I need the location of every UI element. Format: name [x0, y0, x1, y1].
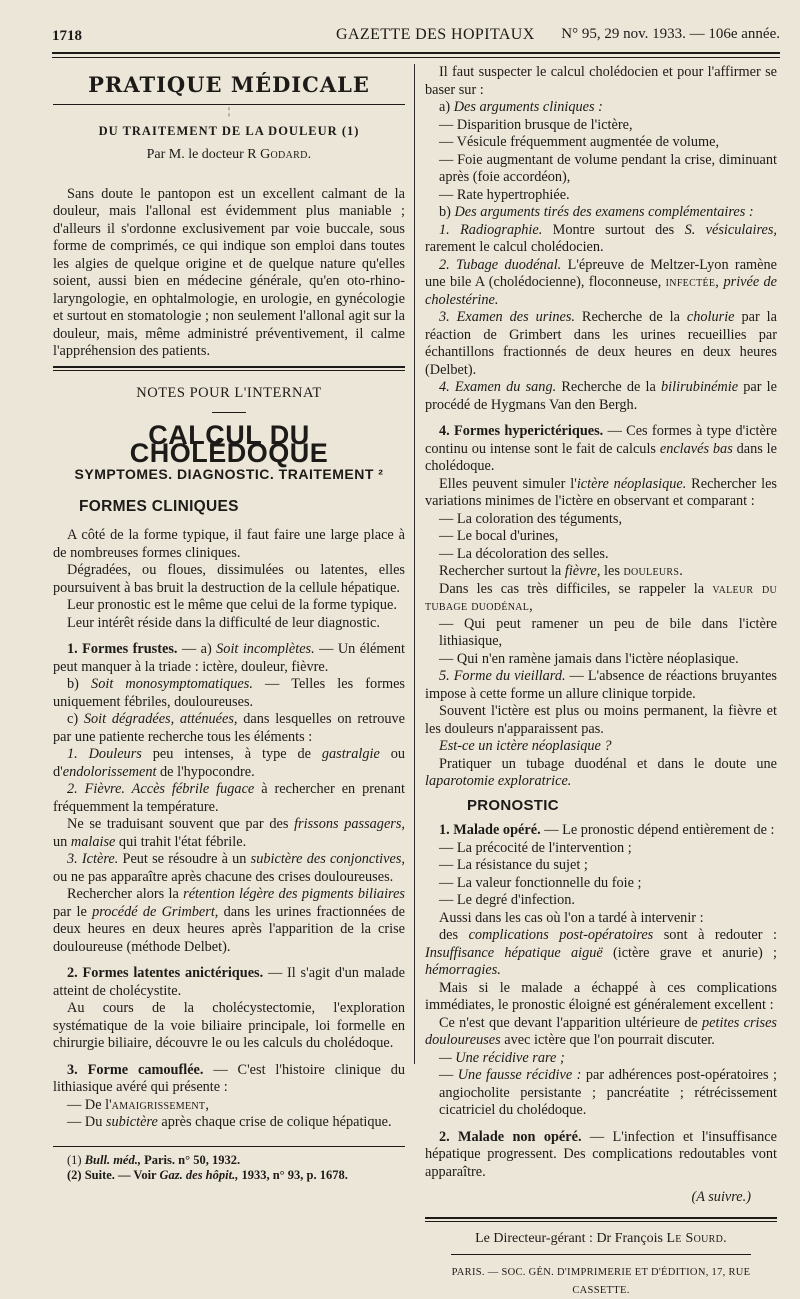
text: Rechercher alors la: [67, 886, 184, 902]
paragraph: Dégradées, ou floues, dissimulées ou latentes, elles poursuivent à bas bruit la destruction de la cellule hépatique.: [53, 562, 405, 596]
text: cholurie: [686, 309, 735, 325]
label: 2. Formes latentes anictériques.: [67, 965, 264, 981]
text: 3. Examen des urines.: [439, 309, 575, 325]
text: rarement le calcul cholédocien.: [425, 239, 604, 255]
section-title-notes: NOTES POUR L'INTERNAT: [136, 384, 322, 401]
page-number: 1718: [52, 28, 82, 44]
text: — Ces formes à type d'ictère continu ou intense sont le fait de calculs: [425, 423, 777, 457]
text: ictère néoplasique.: [576, 475, 687, 492]
text: procédé de Grimbert,: [92, 903, 219, 920]
text: malaise: [70, 833, 116, 850]
text: Elles peuvent simuler l': [439, 475, 577, 492]
dash-item: — La décoloration des selles.: [439, 545, 609, 562]
dash-item: — La valeur fonctionnelle du foie ;: [439, 874, 642, 891]
text: a): [439, 99, 454, 115]
a-suivre: (A suivre.): [691, 1189, 751, 1205]
text: Montre surtout des: [542, 221, 685, 238]
dash-item: — La résistance du sujet ;: [439, 857, 588, 873]
paragraph-formes-hypericteriques: [425, 423, 777, 476]
text: bilirubinémie: [661, 379, 739, 395]
dash-item: — Disparition brusque de l'ictère,: [439, 116, 633, 133]
text: L'épreuve de Meltzer-Lyon ramène une bile A (cholédocienne), floconneuse,: [425, 256, 777, 290]
text: (ictère grave et anurie) ;: [602, 944, 777, 961]
text: — De l': [67, 1096, 112, 1113]
text: sont à redouter :: [653, 927, 777, 943]
footer-rule: [451, 1254, 751, 1255]
text: les: [600, 563, 624, 579]
text: Ce n'est que devant l'apparition ultérieure de: [439, 1014, 703, 1031]
text: subictère des conjonctives,: [250, 851, 405, 867]
text: 4. Examen du sang.: [439, 379, 557, 395]
text: c): [67, 711, 84, 727]
paragraph: Leur pronostic est le même que celui de la forme typique.: [67, 597, 397, 613]
text: (2) Suite. — Voir: [67, 1168, 160, 1182]
text: 5. Forme du vieillard.: [439, 668, 566, 684]
text: — L'infection et l'insuffisance hépatique progressent. Des complications redoutables vont apparaître.: [425, 1128, 777, 1180]
text: Paris. n° 50, 1932.: [140, 1152, 241, 1167]
text: petites crises douloureuses: [425, 1014, 777, 1048]
heading-formes-cliniques: FORMES CLINIQUES: [79, 497, 239, 515]
left-column: [53, 64, 405, 1184]
text: de l'hypocondre.: [156, 763, 255, 780]
text: à rechercher en prenant fréquemment la température.: [53, 781, 405, 815]
author-line: [53, 146, 405, 164]
text: — Du: [67, 1114, 106, 1130]
text: par la réaction de Grimbert dans les urines recueillies par échantillons fractionnés de deux heures en deux heures (Delbet).: [425, 309, 777, 378]
paragraph: [53, 886, 405, 956]
text: 3. Ictère.: [67, 851, 119, 867]
text: 1933, n° 93, p. 1678.: [238, 1168, 348, 1182]
text: rétention légère des pigments biliaires: [183, 886, 405, 902]
text: b): [67, 676, 92, 692]
paragraph: [425, 927, 777, 980]
text: Gaz. des hôpit.,: [159, 1168, 239, 1182]
text: frissons passagers,: [294, 816, 405, 832]
text: fièvre,: [564, 563, 601, 579]
text: peu intenses, à type de: [141, 746, 322, 762]
right-column: [425, 64, 777, 1299]
text: Soit incomplètes.: [216, 641, 315, 657]
text: privée de cholestérine.: [425, 274, 778, 308]
label: 3. Forme camouflée.: [67, 1061, 204, 1078]
directeur-gerant: [425, 1230, 777, 1248]
paragraph: [425, 222, 777, 257]
paragraph: [425, 257, 777, 310]
paragraph: [425, 756, 777, 791]
text: Recherche de la: [574, 309, 687, 325]
text: — L'absence de réactions bruyantes impose à cette forme un allure clinique torpide.: [425, 668, 777, 702]
dash-item: [425, 1067, 777, 1120]
text: b): [439, 204, 455, 220]
footnote-2: [53, 1168, 405, 1184]
article-subtitle: SYMPTOMES. DIAGNOSTIC. TRAITEMENT ²: [74, 466, 384, 482]
footnote-rule: [53, 1146, 405, 1147]
text: laparotomie exploratrice.: [425, 773, 572, 789]
dash-item: — Le degré d'infection.: [439, 892, 575, 908]
text: Des arguments tirés des examens complémentaires :: [454, 204, 754, 220]
dash-item: — Foie augmentant de volume pendant la crise, diminuant après (foie accordéon),: [439, 151, 777, 185]
text: Soit dégradées, atténuées,: [83, 711, 238, 727]
text: —: [439, 1067, 458, 1083]
imprint-line: PARIS. — SOC. GÉN. D'IMPRIMERIE ET D'ÉDITION, 17, RUE CASSETTE.: [451, 1267, 751, 1296]
text: Des arguments cliniques :: [453, 99, 603, 115]
text: dans le cholédoque.: [425, 440, 777, 474]
text: après chaque crise de colique hépatique.: [157, 1114, 392, 1130]
text: Peut se résoudre à un: [118, 851, 251, 867]
text: par le: [53, 903, 93, 920]
paragraph: [53, 816, 405, 851]
paragraph: A côté de la forme typique, il faut faire une large place à de nombreuses formes cliniques.: [53, 527, 405, 561]
text: Recherche de la: [556, 379, 662, 395]
paragraph-malade-opere: [425, 822, 777, 840]
text: — Il s'agit d'un malade atteint de cholécystite.: [53, 965, 405, 999]
dash-item: [53, 1114, 405, 1132]
author-prefix: Par M. le docteur R: [146, 147, 257, 162]
paragraph: Aussi dans les cas où l'on a tardé à intervenir :: [439, 909, 704, 926]
text: 2. Fièvre. Accès fébrile fugace: [67, 781, 255, 797]
paragraph-formes-latentes: [53, 965, 405, 1000]
label: 4. Formes hyperictériques.: [439, 423, 604, 439]
issue-date: N° 95, 29 nov. 1933. — 106e année.: [561, 26, 780, 42]
text: dans les urines fractionnées de deux heures en deux heures après l'apparition de la crise douloureuse (méthode Delbet).: [53, 903, 405, 955]
dash-item: — Qui peut ramener un peu de bile dans l'ictère lithiasique,: [439, 615, 777, 649]
text: des: [439, 927, 469, 943]
paragraph: [425, 309, 777, 379]
label: 1. Malade opéré.: [439, 822, 541, 838]
text: Le Directeur-gérant : Dr François: [475, 1230, 667, 1246]
short-rule: [212, 412, 246, 413]
footnote-1: [53, 1153, 405, 1169]
text: par adhérences post-opératoires ; angiocholite persistante ; pancréatite ; rétrécissement cicatriciel du cholédoque.: [439, 1067, 777, 1118]
double-rule: [53, 366, 405, 371]
text: Soit monosymptomatiques.: [91, 676, 253, 692]
paragraph: [425, 563, 777, 581]
header-rule-thick: [52, 52, 780, 54]
text: avec ictère que l'on pourrait discuter.: [500, 1032, 715, 1048]
text: dans lesquelles on retrouve par une patiente recherche tous les éléments :: [53, 711, 405, 745]
text: — a): [177, 641, 217, 657]
dash-item: — Une récidive rare ;: [439, 1049, 565, 1066]
dash-item: [53, 1097, 405, 1115]
text: Pratiquer un tubage duodénal et dans le doute une: [439, 755, 777, 772]
paragraph: [425, 581, 777, 616]
author-name: Godard.: [260, 147, 312, 162]
footer-double-rule: [425, 1217, 777, 1222]
text: ou ne pas apparaître après chacune des crises douloureuses.: [53, 868, 394, 885]
text: douleurs.: [623, 563, 684, 579]
running-head: [52, 26, 780, 48]
text: — Telles les formes uniquement fébriles, douloureuses.: [53, 676, 405, 710]
text: qui trahit l'état fébrile.: [115, 833, 247, 850]
section-title-pratique: PRATIQUE MÉDICALE: [88, 72, 370, 97]
header-rule-thin: [52, 57, 780, 58]
dash-item: — Le bocal d'urines,: [439, 528, 559, 544]
text: (1): [67, 1152, 85, 1167]
paragraph: [53, 746, 405, 781]
paragraph: [425, 204, 777, 222]
text: infectée,: [665, 274, 720, 290]
paragraph: [53, 781, 405, 816]
text: gastralgie: [321, 746, 380, 762]
paragraph-forme-camouflee: [53, 1062, 405, 1097]
text: Est-ce un ictère néoplasique ?: [439, 738, 612, 754]
text: Une fausse récidive :: [457, 1067, 582, 1083]
dash-item: — La coloration des téguments,: [439, 510, 623, 527]
paragraph-formes-frustes: [53, 641, 405, 676]
text: Le Sourd.: [666, 1230, 727, 1246]
journal-title: GAZETTE DES HOPITAUX: [336, 26, 535, 43]
text: — C'est l'histoire clinique du lithiasique avéré qui présente :: [53, 1061, 405, 1095]
paragraph: Au cours de la cholécystectomie, l'exploration systématique de la voie biliaire principale, loi formelle en chirurgie biliaire, découvre le ou les calculs du cholédoque.: [53, 1000, 405, 1051]
paragraph: [53, 676, 405, 711]
text: — Un élément peut manquer à la triade : ictère, douleur, fièvre.: [53, 641, 405, 675]
text: un: [53, 833, 71, 850]
paragraph: [425, 99, 777, 117]
text: Insuffisance hépatique aiguë: [425, 944, 603, 961]
paragraph-malade-non-opere: [425, 1129, 777, 1182]
article-title-calcul: CALCUL DU CHOLÉDOQUE: [129, 420, 329, 468]
dash-item: — La précocité de l'intervention ;: [439, 839, 632, 856]
text: S. vésiculaires,: [684, 221, 777, 238]
paragraph: [425, 379, 777, 414]
paragraph: [425, 738, 777, 756]
paragraph: Il faut suspecter le calcul cholédocien et pour l'affirmer se baser sur :: [425, 64, 777, 98]
label: 2. Malade non opéré.: [439, 1128, 582, 1145]
paragraph: [53, 851, 405, 886]
text: hémorragies.: [425, 962, 501, 978]
paragraph: [425, 1015, 777, 1050]
text: Ne se traduisant souvent que par des: [67, 816, 295, 832]
paragraph: [53, 711, 405, 746]
paragraph: [425, 476, 777, 511]
text: Dans les cas très difficiles, se rappeler la: [439, 580, 713, 597]
paragraph: Leur intérêt réside dans la difficulté de leur diagnostic.: [67, 614, 380, 631]
paragraph: Souvent l'ictère est plus ou moins permanent, la fièvre et les douleurs n'apparaissent pas.: [425, 703, 777, 737]
text: endolorissement: [62, 763, 157, 780]
text: subictère: [105, 1114, 158, 1130]
dash-item: — Rate hypertrophiée.: [439, 186, 570, 203]
column-divider: [414, 64, 415, 1064]
text: 1. Douleurs: [67, 746, 142, 762]
text: complications post-opératoires: [468, 927, 654, 943]
text: Rechercher surtout la: [439, 563, 565, 579]
pratique-paragraph: Sans doute le pantopon est un excellent calmant de la douleur, mais l'allonal est évidemment plus maniable ; d'alleurs il s'ordonne exclusivement par voie buccale, sous forme de comprimés, ce qui indique son emploi dans toutes les algies de quelque origine et de quelque nature qu'elles soient, aussi bien en médecine générale, qu'en oto-rhino-laryngologie, en ophtalmologie, en urologie, en gynécologie et surtout en stomatologie ; non seulement l'allonal agit sur la douleur, mais, même administré préventivement, il calme l'appréhension des patients.: [53, 185, 405, 359]
ornament: ¦: [227, 105, 230, 117]
text: par le procédé de Hygmans Van den Bergh.: [425, 379, 778, 413]
text: Bull. méd.,: [84, 1152, 141, 1167]
text: enclavés bas: [659, 440, 733, 457]
text: 1. Radiographie.: [439, 221, 543, 238]
paragraph: [425, 668, 777, 703]
text: amaigrissement,: [111, 1096, 210, 1113]
text: 2. Tubage duodénal.: [439, 256, 562, 273]
text: ou d': [53, 746, 406, 780]
heading-pronostic: PRONOSTIC: [467, 796, 559, 814]
dash-item: — Vésicule fréquemment augmentée de volume,: [439, 134, 720, 150]
text: valeur du tubage duodénal,: [425, 580, 777, 614]
article-title-douleur: DU TRAITEMENT DE LA DOULEUR (1): [98, 123, 360, 138]
text: — Le pronostic dépend entièrement de :: [540, 822, 775, 838]
dash-item: — Qui n'en ramène jamais dans l'ictère néoplasique.: [439, 650, 739, 667]
label: 1. Formes frustes.: [67, 641, 178, 657]
text: Rechercher les variations minimes de l'ictère en observant et comparant :: [425, 475, 777, 509]
paragraph: Mais si le malade a échappé à ces complications immédiates, le pronostic éloigné est généralement excellent :: [425, 979, 777, 1013]
